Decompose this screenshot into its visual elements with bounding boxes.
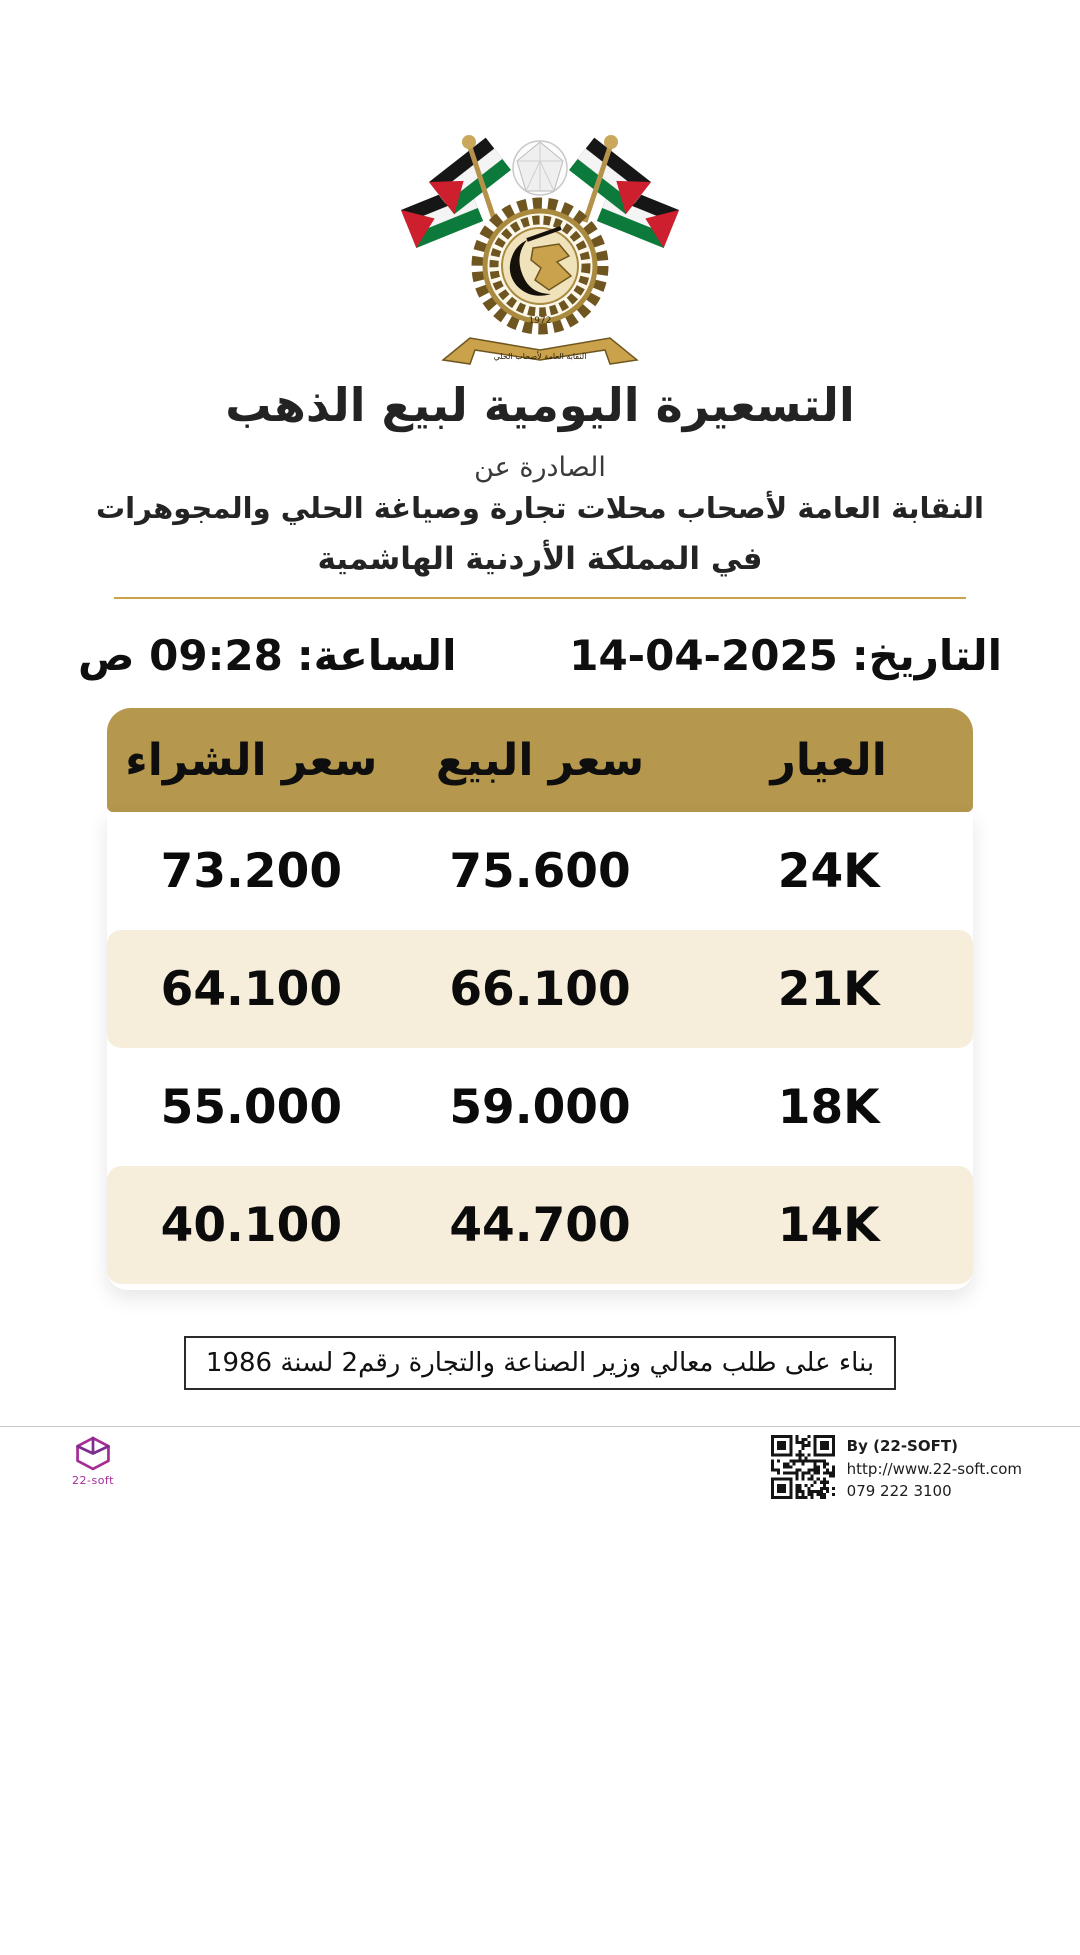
brand-name: 22-soft — [72, 1474, 114, 1487]
organization-name: النقابة العامة لأصحاب محلات تجارة وصياغة الحلي والمجوهرات — [96, 491, 984, 525]
page — [0, 126, 1080, 1955]
diamond-icon — [513, 141, 567, 195]
qr-code-icon — [771, 1435, 835, 1499]
sell-price-cell: 59.000 — [449, 1079, 631, 1135]
qr-code — [771, 1435, 835, 1503]
time-group — [78, 631, 456, 680]
credit-line: By (22-SOFT) — [846, 1437, 958, 1455]
date-group — [569, 631, 1002, 680]
table-row — [107, 1048, 973, 1166]
ribbon-banner-icon — [443, 338, 637, 364]
date-value: 14-04-2025 — [569, 631, 838, 680]
founding-year: 1972 — [528, 316, 552, 326]
column-header-sell: سعر البيع — [435, 734, 645, 786]
page-title: التسعيرة اليومية لبيع الذهب — [225, 378, 855, 432]
table-row — [107, 930, 973, 1048]
buy-price-cell: 73.200 — [160, 843, 343, 899]
ministry-note: بناء على طلب معالي وزير الصناعة والتجارة رقم2 لسنة 1986 — [184, 1336, 896, 1390]
footer-divider — [0, 1426, 1080, 1427]
buy-price-cell: 64.100 — [160, 961, 343, 1017]
country-name: في المملكة الأردنية الهاشمية — [317, 541, 763, 577]
note-wrapper — [0, 1336, 1080, 1390]
syndicate-emblem-graphic — [370, 126, 710, 376]
sell-price-cell: 44.700 — [449, 1197, 631, 1253]
buy-price-cell: 40.100 — [160, 1197, 343, 1253]
table-row — [107, 1166, 973, 1284]
cube-logo-icon — [73, 1435, 113, 1472]
time-label: الساعة: — [296, 631, 457, 680]
table-row — [107, 812, 973, 930]
table-header-row — [107, 708, 973, 812]
credit-block — [771, 1435, 1022, 1503]
company-brand — [72, 1435, 114, 1487]
issued-by-label: الصادرة عن — [474, 452, 606, 483]
time-value: 09:28 ص — [78, 631, 283, 680]
buy-price-cell: 55.000 — [160, 1079, 343, 1135]
phone-number: 079 222 3100 — [846, 1482, 952, 1500]
karat-cell: 18K — [777, 1079, 880, 1135]
gold-divider — [114, 597, 966, 599]
credit-text — [847, 1435, 1022, 1503]
column-header-buy: سعر الشراء — [125, 734, 378, 786]
website-url: http://www.22-soft.com — [846, 1459, 1022, 1478]
karat-cell: 14K — [777, 1197, 880, 1253]
column-header-karat: العيار — [770, 734, 887, 786]
date-time-row — [0, 631, 1080, 680]
karat-cell: 24K — [777, 843, 880, 899]
footer — [0, 1435, 1080, 1503]
sell-price-cell: 75.600 — [449, 843, 631, 899]
sell-price-cell: 66.100 — [449, 961, 631, 1017]
ribbon-text: النقابة العامة لأصحاب الحلي — [493, 352, 587, 361]
syndicate-logo — [370, 126, 710, 376]
table-body — [107, 812, 973, 1290]
date-label: التاريخ: — [851, 631, 1002, 680]
karat-cell: 21K — [777, 961, 880, 1017]
price-table — [107, 708, 973, 1290]
